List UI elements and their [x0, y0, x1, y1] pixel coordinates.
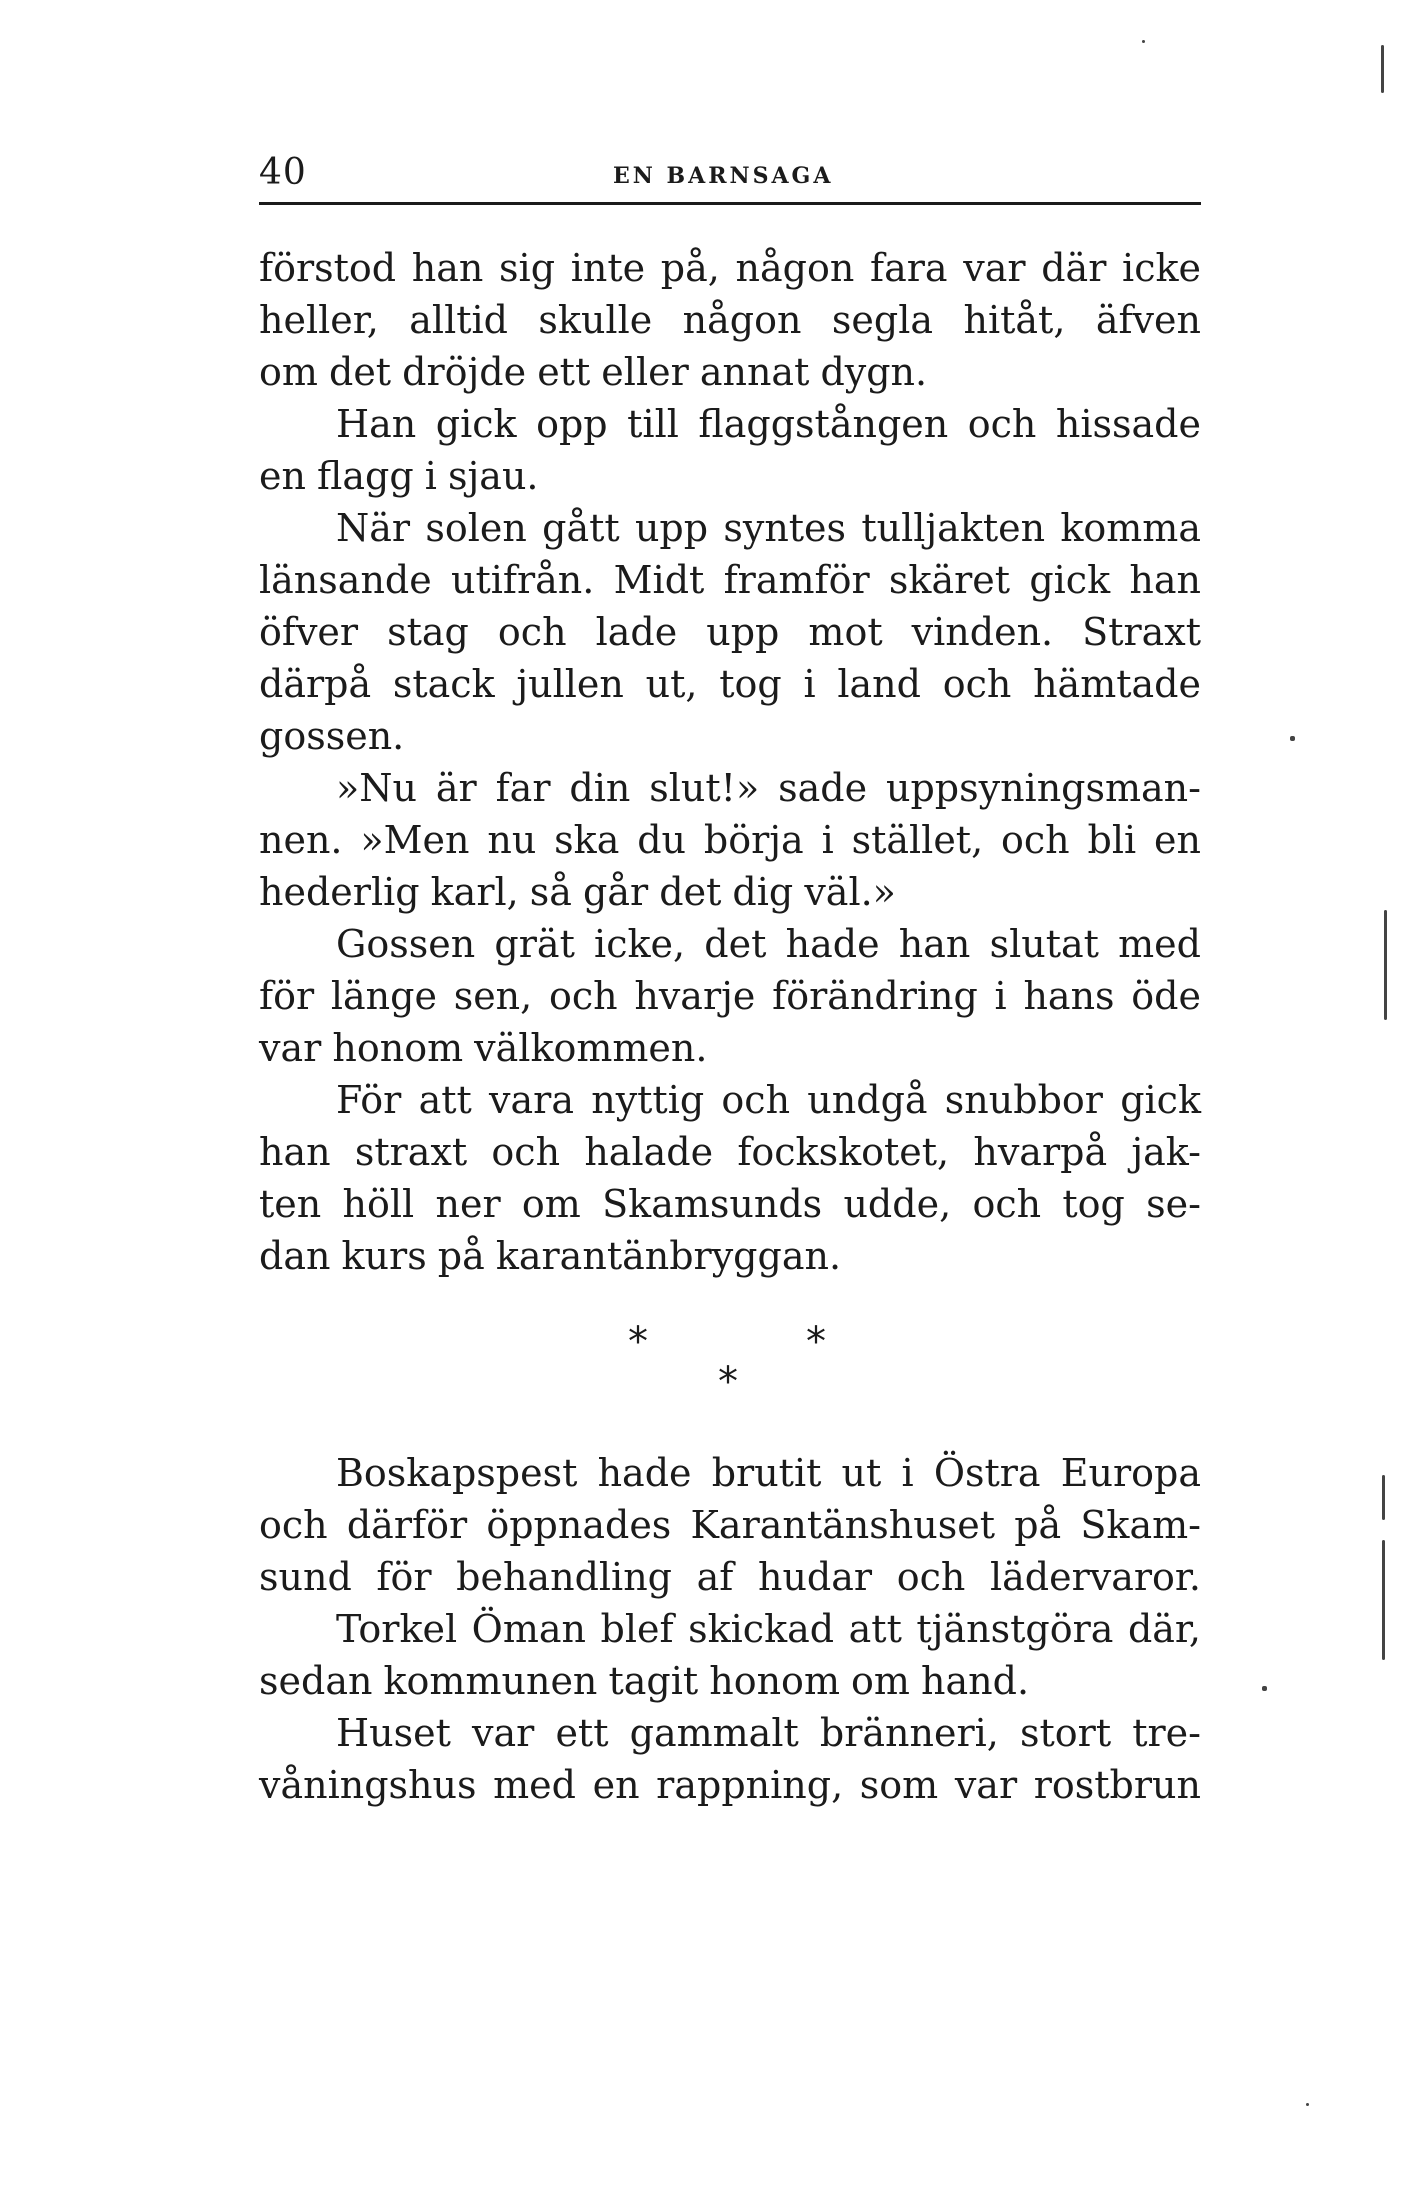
text-line: öfver stag och lade upp mot vinden. Straxt: [259, 610, 1201, 654]
text-line: sund för behandling af hudar och lädervaror.: [259, 1555, 1201, 1599]
text-line: Huset var ett gammalt bränneri, stort tre-: [336, 1711, 1201, 1755]
text-line: »Nu är far din slut!» sade uppsyningsman-: [336, 766, 1201, 810]
text-line: Han gick opp till flaggstången och hissade: [336, 402, 1201, 446]
page-number: 40: [259, 152, 307, 193]
text-line: hederlig karl, så går det dig väl.»: [259, 870, 896, 914]
text-line: en flagg i sjau.: [259, 454, 539, 498]
scan-mark: [1382, 1475, 1385, 1520]
text-line: nen. »Men nu ska du börja i stället, och bli en: [259, 818, 1201, 862]
asterisk: *: [628, 1319, 648, 1365]
page-header: [259, 150, 1201, 205]
text-line: därpå stack jullen ut, tog i land och hämtade: [259, 662, 1201, 706]
text-line: och därför öppnades Karantänshuset på Skam-: [259, 1503, 1201, 1547]
text-line: våningshus med en rappning, som var rostbrun: [259, 1763, 1201, 1807]
scan-mark: [1306, 2103, 1309, 2106]
text-line: heller, alltid skulle någon segla hitåt, äfven: [259, 298, 1201, 342]
text-line: dan kurs på karantänbryggan.: [259, 1234, 842, 1278]
text-line: gossen.: [259, 714, 405, 758]
text-line: Boskapspest hade brutit ut i Östra Europa: [336, 1451, 1201, 1495]
scan-mark: [1262, 1686, 1267, 1691]
scan-mark: [1382, 1540, 1385, 1660]
text-line: När solen gått upp syntes tulljakten komma: [336, 506, 1201, 550]
text-line: var honom välkommen.: [259, 1026, 708, 1070]
text-line: för länge sen, och hvarje förändring i hans öde: [259, 974, 1201, 1018]
text-line: sedan kommunen tagit honom om hand.: [259, 1659, 1030, 1703]
scan-mark: [1384, 910, 1387, 1020]
text-line: Torkel Öman blef skickad att tjänstgöra där,: [336, 1607, 1201, 1651]
running-head: EN BARNSAGA: [613, 163, 834, 189]
asterisk: *: [718, 1359, 738, 1405]
scan-mark: [1142, 40, 1145, 43]
scan-mark: [1381, 45, 1384, 93]
text-line: han straxt och halade fockskotet, hvarpå jak-: [259, 1130, 1201, 1174]
text-line: För att vara nyttig och undgå snubbor gick: [336, 1078, 1201, 1122]
text-line: om det dröjde ett eller annat dygn.: [259, 350, 928, 394]
text-line: Gossen grät icke, det hade han slutat med: [336, 922, 1201, 966]
scan-mark: [1290, 736, 1295, 741]
asterisk: *: [806, 1319, 826, 1365]
text-line: förstod han sig inte på, någon fara var där icke: [259, 246, 1201, 290]
text-line: länsande utifrån. Midt framför skäret gick han: [259, 558, 1201, 602]
text-line: ten höll ner om Skamsunds udde, och tog se-: [259, 1182, 1201, 1226]
